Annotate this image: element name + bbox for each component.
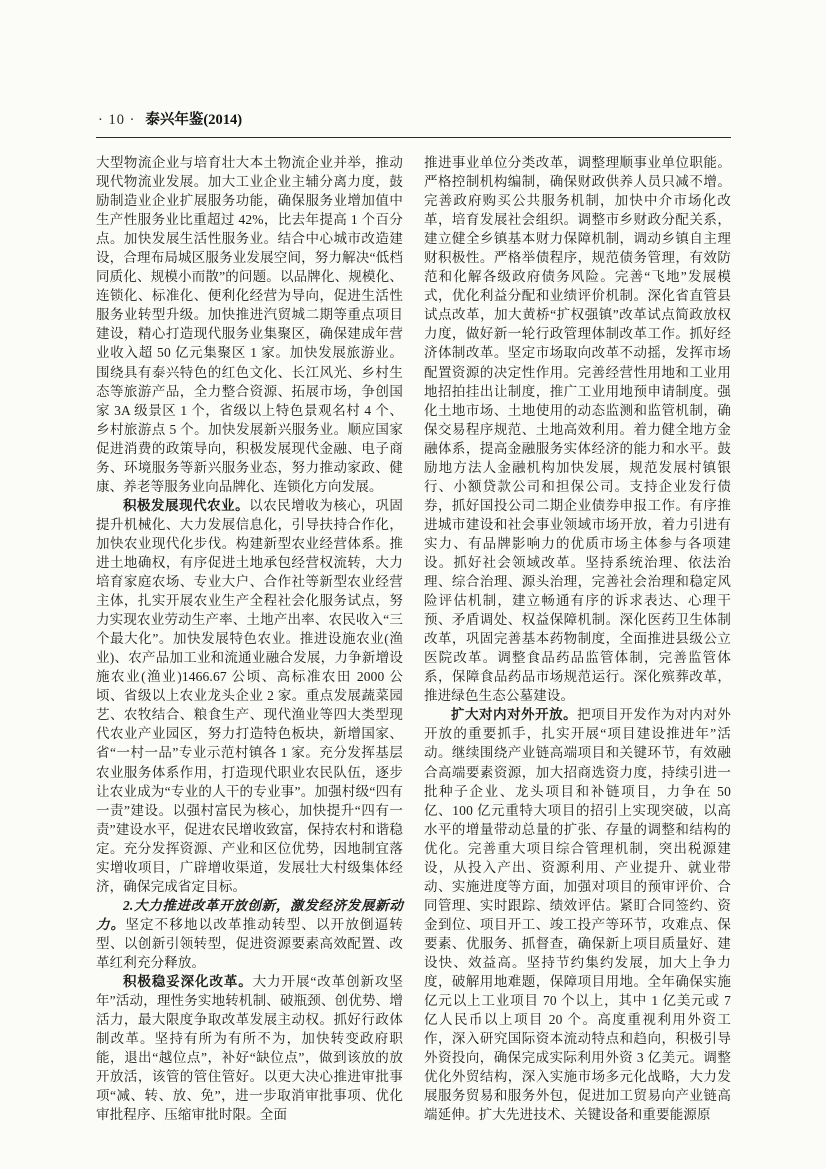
paragraph-right-2 (424, 705, 731, 1124)
page-header (96, 110, 731, 130)
text-segment: 扩大对内对外开放。 (451, 707, 578, 723)
paragraph-left-2 (96, 496, 403, 896)
paragraph-left-1 (96, 153, 403, 496)
text-segment: 积极稳妥深化改革。 (123, 974, 253, 990)
text-segment: 大型物流企业与培育壮大本土物流企业并举，推动现代物流业发展。加大工业企业主辅分离力度，鼓励制造业企业扩展服务功能，确保服务业增加值中生产性服务业比重超过 42%，比去年提高 1 个百分点。加快发展生活性服务业。结合中心城市改造建设，合理布局城区服务业发展空间，努力解决“低档同质化、规模小而散”的问题。以品牌化、规模化、连锁化、标准化、便利化经营为导向，促进生活性服务业转型升级。加快推进汽贸城二期等重点项目建设，精心打造现代服务业集聚区，确保建成年营业收入超 50 亿元集聚区 1 家。加快发展旅游业。围绕具有泰兴特色的红色文化、长江风光、乡村生态等旅游产品，全力整合资源、拓展市场，争创国家 3A 级景区 1 个，省级以上特色景观名村 4 个、乡村旅游点 5 个。加快发展新兴服务业。顺应国家促进消费的政策导向，积极发展现代金融、电子商务、环境服务等新兴服务业态，努力推动家政、健康、养老等服务业向品牌化、连锁化方向发展。 (96, 155, 403, 494)
text-segment: 推进事业单位分类改革，调整理顺事业单位职能。严格控制机构编制，确保财政供养人员只减不增。完善政府购买公共服务机制，加快中介市场化改革，培育发展社会组织。调整市乡财政分配关系，建立健全乡镇基本财力保障机制，调动乡镇自主理财积极性。严格举债程序，规范债务管理，有效防范和化解各级政府债务风险。完善“飞地”发展模式，优化利益分配和业绩评价机制。深化省直管县试点改革，加大黄桥“扩权强镇”改革试点简政放权力度，做好新一轮行政管理体制改革工作。抓好经济体制改革。坚定市场取向改革不动摇，发挥市场配置资源的决定性作用。完善经营性用地和工业用地招拍挂出让制度，推广工业用地预申请制度。强化土地市场、土地使用的动态监测和监管机制，确保交易程序规范、土地高效利用。着力健全地方金融体系，提高金融服务实体经济的能力和水平。鼓励地方法人金融机构加快发展，规范发展村镇银行、小额贷款公司和担保公司。支持企业发行债券，抓好国投公司二期企业债券申报工作。有序推进城市建设和社会事业领域市场开放，着力引进有实力、有品牌影响力的优质市场主体参与各项建设。抓好社会领域改革。坚持系统治理、依法治理、综合治理、源头治理，完善社会治理和稳定风险评估机制，建立畅通有序的诉求表达、心理干预、矛盾调处、权益保障机制。深化医药卫生体制改革，巩固完善基本药物制度，全面推进县级公立医院改革。调整食品药品监管体制，完善监管体系，保障食品药品市场规范运行。深化殡葬改革，推进绿色生态公墓建设。 (424, 155, 731, 704)
text-segment: 坚定不移地以改革推动转型、以开放倒逼转型、以创新引领转型，促进资源要素高效配置、改革红利充分释放。 (96, 916, 403, 970)
text-segment: 积极发展现代农业。 (123, 497, 250, 513)
text-columns (96, 153, 731, 1124)
text-segment: 2.大力推进改革开放创新，激发经济发展新动力。 (96, 897, 403, 932)
paragraph-left-4 (96, 972, 403, 1124)
text-segment: 以农民增收为核心，巩固提升机械化、大力发展信息化，引导扶持合作化，加快农业现代化步伐。构建新型农业经营体系。推进土地确权，有序促进土地承包经营权流转，大力培育家庭农场、专业大户、合作社等新型农业经营主体，扎实开展农业生产全程社会化服务试点，努力实现农业劳动生产率、土地产出率、农民收入“三个最大化”。加快发展特色农业。推进设施农业(渔业)、农产品加工业和流通业融合发展，力争新增设施农业(渔业)1466.67 公顷、高标准农田 2000 公顷、省级以上农业龙头企业 2 家。重点发展蔬菜园艺、农牧结合、粮食生产、现代渔业等四大类型现代农业产业园区，努力打造特色板块，新增国家、省“一村一品”专业示范村镇各 1 家。充分发挥基层农业服务体系作用，打造现代职业农民队伍，逐步让农业成为“专业的人干的专业事”。加强村级“四有一责”建设。以强村富民为核心，加快提升“四有一责”建设水平，促进农民增收致富，保持农村和谐稳定。充分发挥资源、产业和区位优势，因地制宜落实增收项目，广辟增收渠道，发展壮大村级集体经济，确保完成省定目标。 (96, 497, 403, 894)
paragraph-right-1 (424, 153, 731, 705)
text-segment: 大力开展“改革创新攻坚年”活动，理性务实地转机制、破瓶颈、创优势、增活力，最大限度争取改革发展主动权。抓好行政体制改革。坚持有所为有所不为，加快转变政府职能，退出“越位点”，补好“缺位点”，做到该放的放开放活，该管的管住管好。以更大决心推进审批事项“减、转、放、免”，进一步取消审批事项、优化审批程序、压缩审批时限。全面 (96, 974, 403, 1123)
page-number: · 10 · (98, 112, 136, 128)
book-title: 泰兴年鉴(2014) (145, 112, 243, 128)
header-divider (96, 137, 731, 138)
column-right (424, 153, 731, 1124)
column-left (96, 153, 403, 1124)
text-segment: 把项目开发作为对内对外开放的重要抓手，扎实开展“项目建设推进年”活动。继续围绕产业链高端项目和关键环节，有效融合高端要素资源，加大招商选资力度，持续引进一批种子企业、龙头项目和补链项目，力争在 50 亿、100 亿元重特大项目的招引上实现突破，以高水平的增量带动总量的扩张、存量的调整和结构的优化。完善重大项目综合管理机制，突出税源建设，从投入产出、资源利用、产业提升、就业带动、实施进度等方面，加强对项目的预审评价、合同管理、实时跟踪、绩效评估。紧盯合同签约、资金到位、项目开工、竣工投产等环节，攻难点、保要素、优服务、抓督查，确保新上项目质量好、建设快、效益高。坚持节约集约发展，加大上争力度，破解用地难题，保障项目用地。全年确保实施亿元以上工业项目 70 个以上，其中 1 亿美元或 7 亿人民币以上项目 20 个。高度重视利用外资工作，深入研究国际资本流动特点和趋向，积极引导外资投向，确保完成实际利用外资 3 亿美元。调整优化外贸结构，深入实施市场多元化战略，大力发展服务贸易和服务外包，促进加工贸易向产业链高端延伸。扩大先进技术、关键设备和重要能源原 (424, 707, 731, 1123)
paragraph-left-3 (96, 896, 403, 972)
